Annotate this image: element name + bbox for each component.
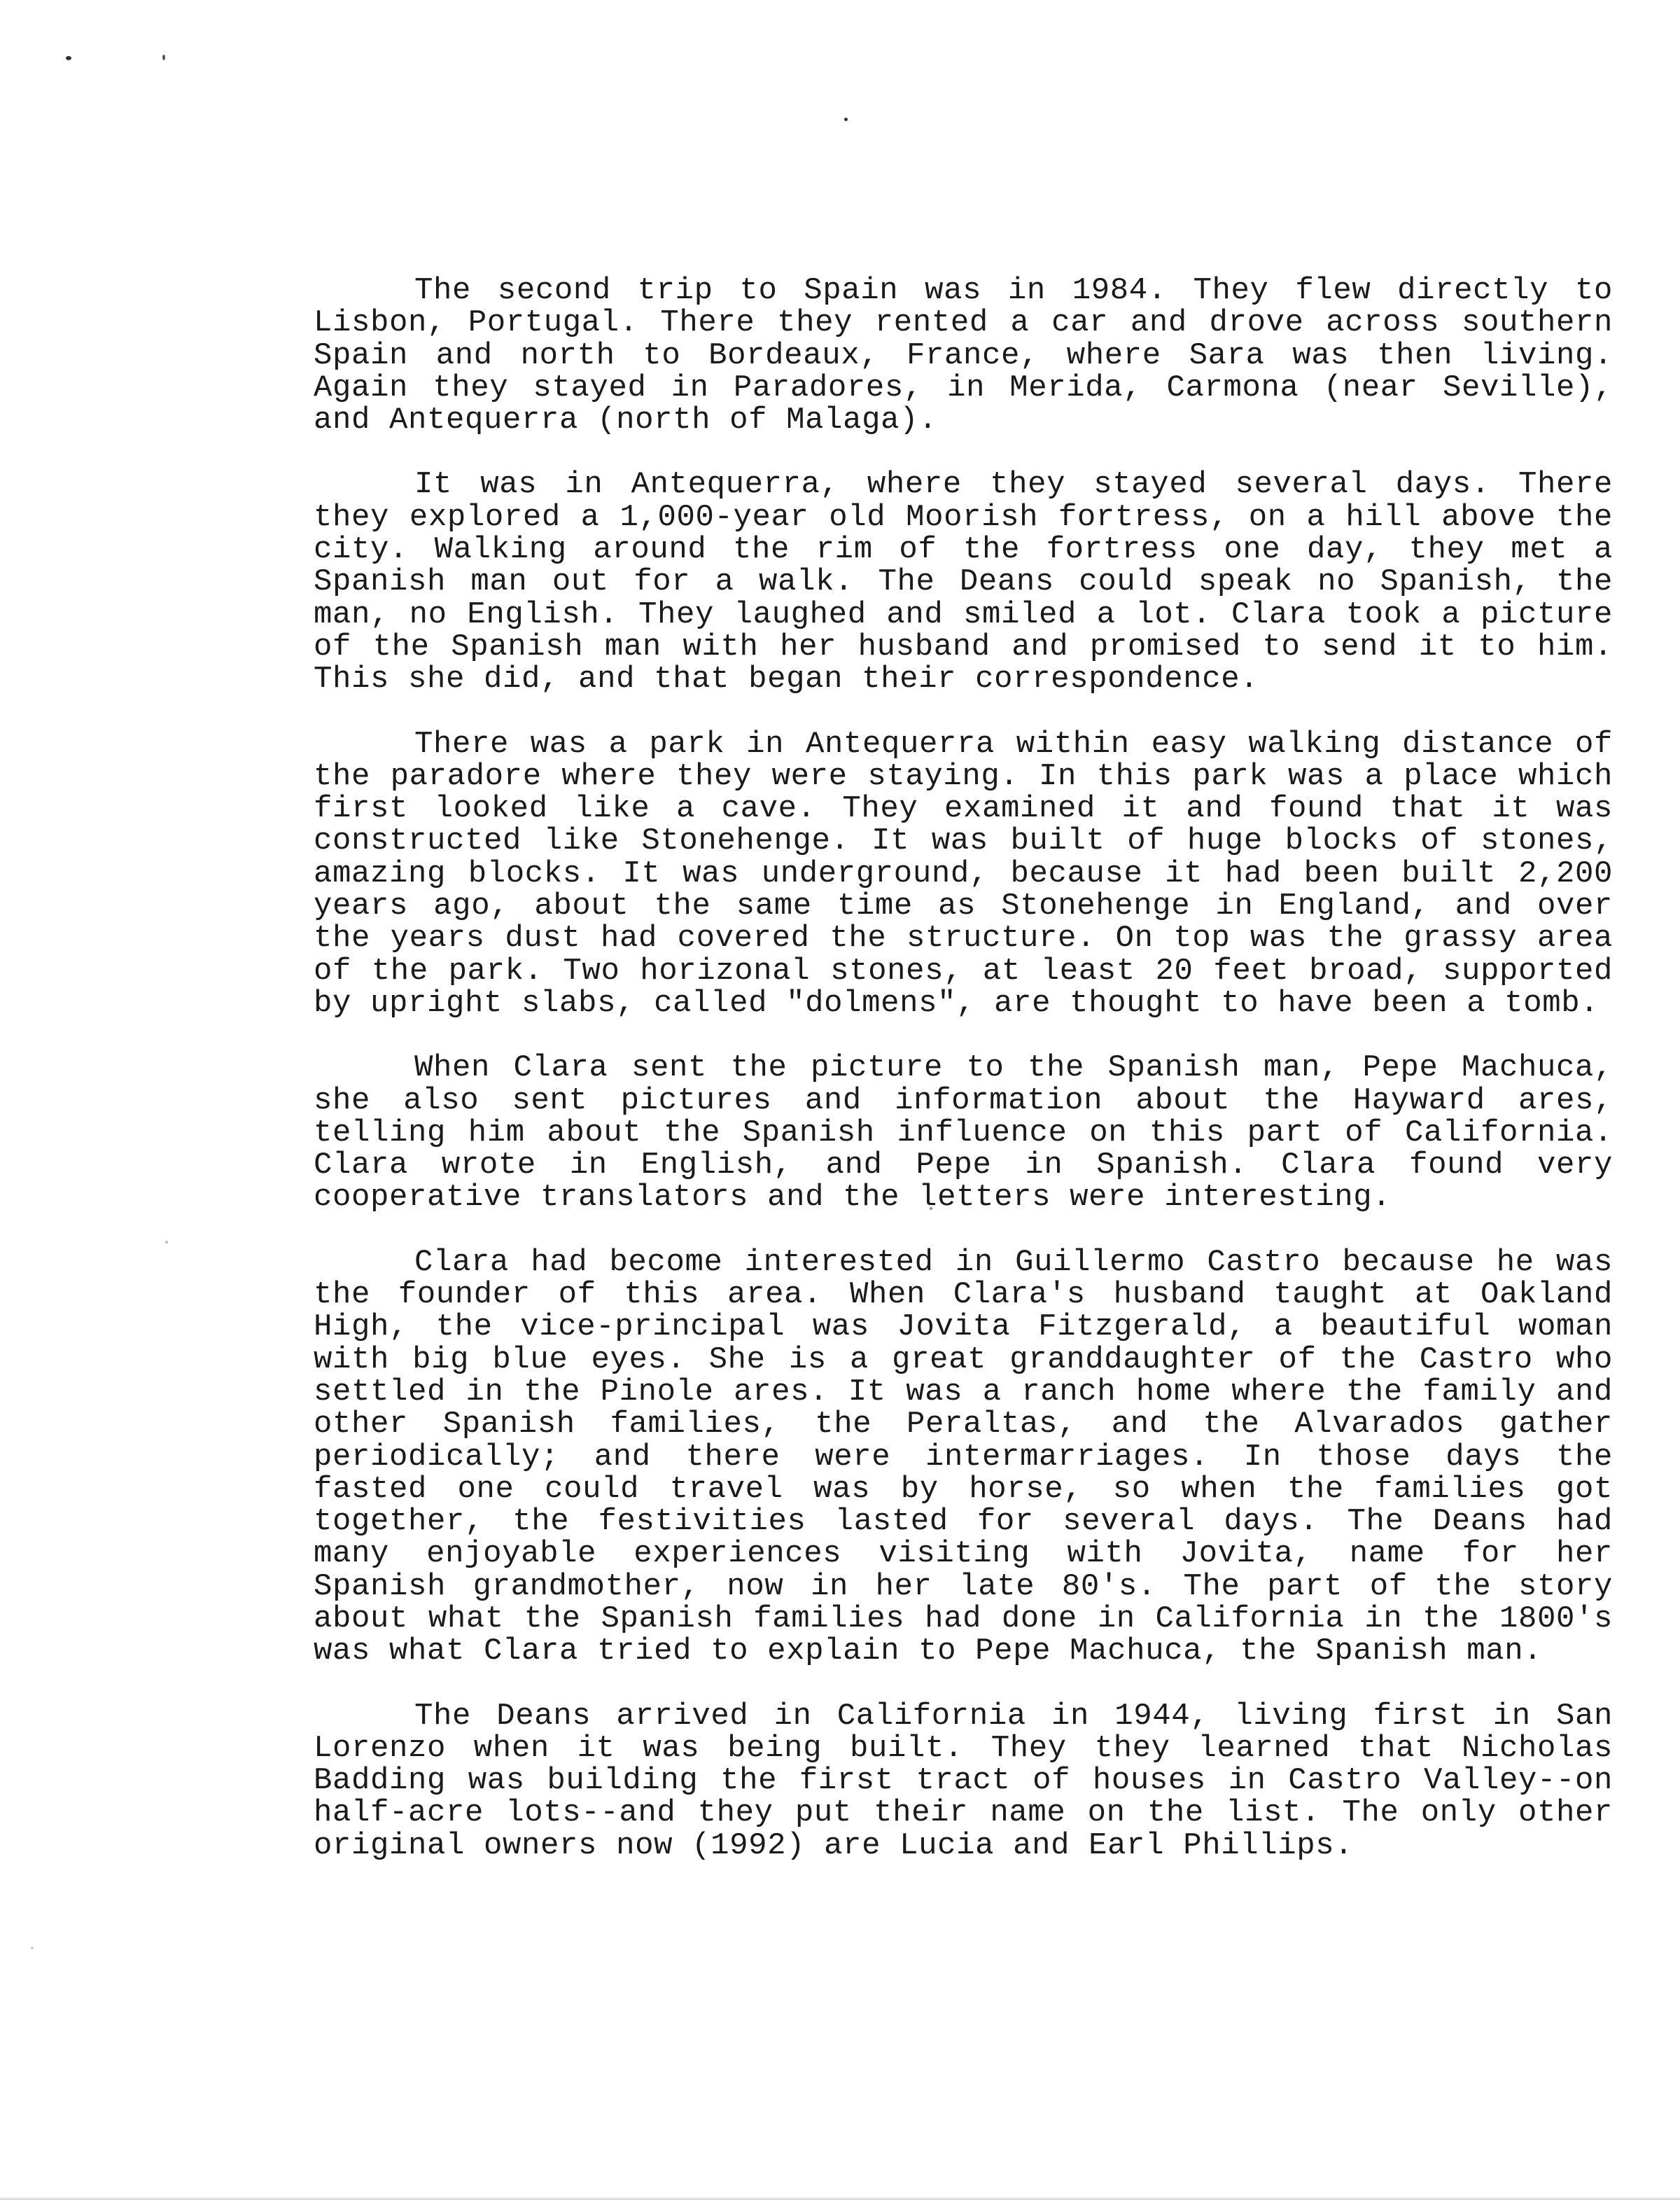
- paragraph-park-dolmens: There was a park in Antequerra within easy walking distance of the paradore where they were staying. In this park was a place which first looked like a cave. They examined it and found that it was constructed like Stonehenge. It was built of huge blocks of stones, amazing blocks. It was underground, because it had been built 2,200 years ago, about the same time as Stonehenge in England, and over the years dust had covered the structure. On top was the grassy area of the park. Two horizonal stones, at least 20 feet broad, supported by upright slabs, called "dolmens", are thought to have been a tomb.: [314, 726, 1613, 1021]
- paragraph-pepe-machuca: When Clara sent the picture to the Spanish man, Pepe Machuca, she also sent pictures and information about the Hayward ares, telling him about the Spanish influence on this part of California. Clara wrote in English, and Pepe in Spanish. Clara found very cooperative translators and the letters were interesting.: [314, 1050, 1613, 1216]
- paragraph-second-trip: The second trip to Spain was in 1984. They flew directly to Lisbon, Portugal. There they rented a car and drove across southern Spain and north to Bordeaux, France, where Sara was then living. Again they stayed in Paradores, in Merida, Carmona (near Seville), and Antequerra (north of Malaga).: [314, 273, 1613, 438]
- scan-speck: [165, 1241, 168, 1244]
- scan-speck: [162, 55, 165, 60]
- document-body: [314, 274, 1613, 1862]
- paragraph-castro-valley: The Deans arrived in California in 1944, living first in San Lorenzo when it was being built. They they learned that Nicholas Badding was building the first tract of houses in Castro Valley--on half-acre lots--and they put their name on the list. The only other original owners now (1992) are Lucia and Earl Phillips.: [314, 1698, 1613, 1863]
- scan-speck: [844, 118, 848, 121]
- scan-speck: [66, 56, 71, 60]
- scan-speck: [31, 1947, 34, 1949]
- scan-bottom-edge: [0, 2197, 1680, 2200]
- paragraph-antequerra-fortress: It was in Antequerra, where they stayed several days. There they explored a 1,000-year old Moorish fortress, on a hill above the city. Walking around the rim of the fortress one day, they met a Spanish man out for a walk. The Deans could speak no Spanish, the man, no English. They laughed and smiled a lot. Clara took a picture of the Spanish man with her husband and promised to send it to him. This she did, and that began their correspondence.: [314, 467, 1613, 697]
- paragraph-guillermo-castro: Clara had become interested in Guillermo Castro because he was the founder of this area. When Clara's husband taught at Oakland High, the vice-principal was Jovita Fitzgerald, a beautiful woman with big blue eyes. She is a great granddaughter of the Castro who settled in the Pinole ares. It was a ranch home where the family and other Spanish families, the Peraltas, and the Alvarados gather periodically; and there were intermarriages. In those days the fasted one could travel was by horse, so when the families got together, the festivities lasted for several days. The Deans had many enjoyable experiences visiting with Jovita, name for her Spanish grandmother, now in her late 80's. The part of the story about what the Spanish families had done in California in the 1800's was what Clara tried to explain to Pepe Machuca, the Spanish man.: [314, 1244, 1613, 1669]
